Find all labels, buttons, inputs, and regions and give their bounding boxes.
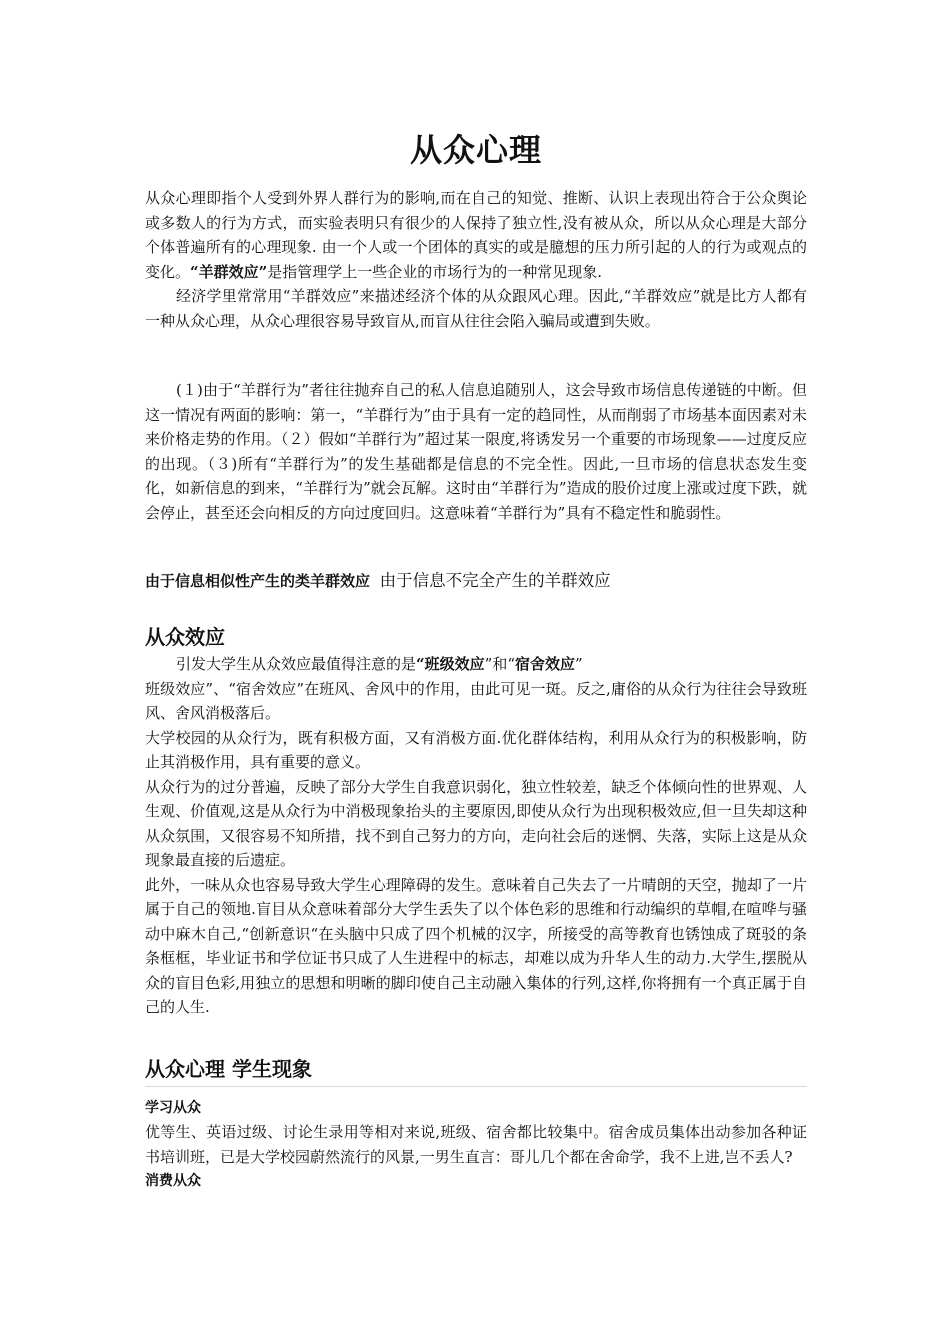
herd-behavior-section xyxy=(145,378,807,525)
student-phenomena-section xyxy=(145,1055,807,1083)
lead-mid-text: ”和“ xyxy=(484,655,515,673)
section-heading-conformity-effect: 从众效应 xyxy=(145,625,225,649)
intro-paragraph-1 xyxy=(145,186,807,284)
study-conformity-paragraph: 优等生、英语过级、讨论生录用等相对来说,班级、宿舍都比较集中。宿舍成员集体出动参加各种证书培训班，已是大学校园蔚然流行的风景,一男生直言：哥儿几个都在舍命学，我不上进,岂不丢人? xyxy=(145,1123,807,1166)
conformity-lead-paragraph xyxy=(145,652,807,677)
heading-divider xyxy=(145,1086,807,1087)
lead-bold-class-effect: “班级效应 xyxy=(416,655,485,673)
intro-herd-term: “羊群效应” xyxy=(190,262,268,281)
intro-text-b: 是指管理学上一些企业的市场行为的一种常见现象. xyxy=(267,262,603,281)
herd-behavior-paragraph: (１)由于“羊群行为”者往往抛弃自己的私人信息追随别人，这会导致市场信息传递链的中断。但这一情况有两面的影响：第一，“羊群行为”由于具有一定的趋同性，从而削弱了市场基本面因素对未来价格走势的作用。（２）假如“羊群行为”超过某一限度,将诱发另一个重要的市场现象——过度反应的出现。（３)所有“羊群行为”的发生基础都是信息的不完全性。因此,一旦市场的信息状态发生变化，如新信息的到来，“羊群行为”就会瓦解。这时由“羊群行为”造成的股价过度上涨或过度下跌，就会停止，甚至还会向相反的方向过度回归。这意味着“羊群行为”具有不稳定性和脆弱性。 xyxy=(145,381,807,522)
intro-section xyxy=(145,186,807,333)
intro-paragraph-2: 经济学里常常用“羊群效应”来描述经济个体的从众跟风心理。因此,“羊群效应”就是比方人都有一种从众心理，从众心理很容易导致盲从,而盲从往往会陷入骗局或遭到失败。 xyxy=(145,287,807,330)
section-heading-student-phenomena: 从众心理 学生现象 xyxy=(145,1057,312,1081)
conformity-paragraph-d: 此外，一味从众也容易导致大学生心理障碍的发生。意味着自己失去了一片晴朗的天空，抛却了一片属于自己的领地.盲目从众意味着部分大学生丢失了以个体色彩的思维和行动编织的草帽,在喧哗与骚动中麻木自己,“创新意识“在头脑中只成了四个机械的汉字，所接受的高等教育也锈蚀成了斑驳的条条框框，毕业证书和学位证书只成了人生进程中的标志，却难以成为升华人生的动力.大学生,摆脱从众的盲目色彩,用独立的思想和明晰的脚印使自己主动融入集体的行列,这样,你将拥有一个真正属于自己的人生. xyxy=(145,875,807,1016)
subline-normal-text: 由于信息不完全产生的羊群效应 xyxy=(379,571,611,590)
herd-effect-subline xyxy=(145,569,807,593)
intro-text-a: 从众心理即指个人受到外界人群行为的影响,而在自己的知觉、推断、认识上表现出符合于公众舆论或多数人的行为方式，而实验表明只有很少的人保持了独立性,没有被从众，所以从众心理是大部分个体普遍所有的心理现象. 由一个人或一个团体的真实的或是臆想的压力所引起的人的行为或观点的变化。 xyxy=(145,189,807,281)
lead-end-text: ” xyxy=(575,655,583,673)
page-title: 从众心理 xyxy=(409,131,542,169)
conformity-paragraph-a: 班级效应”、“宿舍效应”在班风、舍风中的作用，由此可见一斑。反之,庸俗的从众行为往往会导致班风、舍风消极落后。 xyxy=(145,679,807,722)
lead-text: 引发大学生从众效应最值得注意的是 xyxy=(176,655,417,673)
subline-bold-text: 由于信息相似性产生的类羊群效应 xyxy=(145,572,371,590)
lead-bold-dorm-effect: 宿舍效应 xyxy=(515,655,576,673)
subheading-study-conformity: 学习从众 xyxy=(145,1100,201,1116)
subheading-consumption-conformity: 消费从众 xyxy=(145,1173,201,1189)
conformity-paragraph-b: 大学校园的从众行为，既有积极方面，又有消极方面.优化群体结构，利用从众行为的积极影响，防止其消极作用，具有重要的意义。 xyxy=(145,728,807,771)
conformity-effect-section xyxy=(145,623,807,1020)
conformity-paragraph-c: 从众行为的过分普遍，反映了部分大学生自我意识弱化，独立性较差，缺乏个体倾向性的世界观、人生观、价值观,这是从众行为中消极现象抬头的主要原因,即使从众行为出现积极效应,但一旦失却这种从众氛围，又很容易不知所措，找不到自己努力的方向，走向社会后的迷惘、失落，实际上这是从众现象最直接的后遗症。 xyxy=(145,777,807,869)
study-conformity-section xyxy=(145,1096,807,1193)
